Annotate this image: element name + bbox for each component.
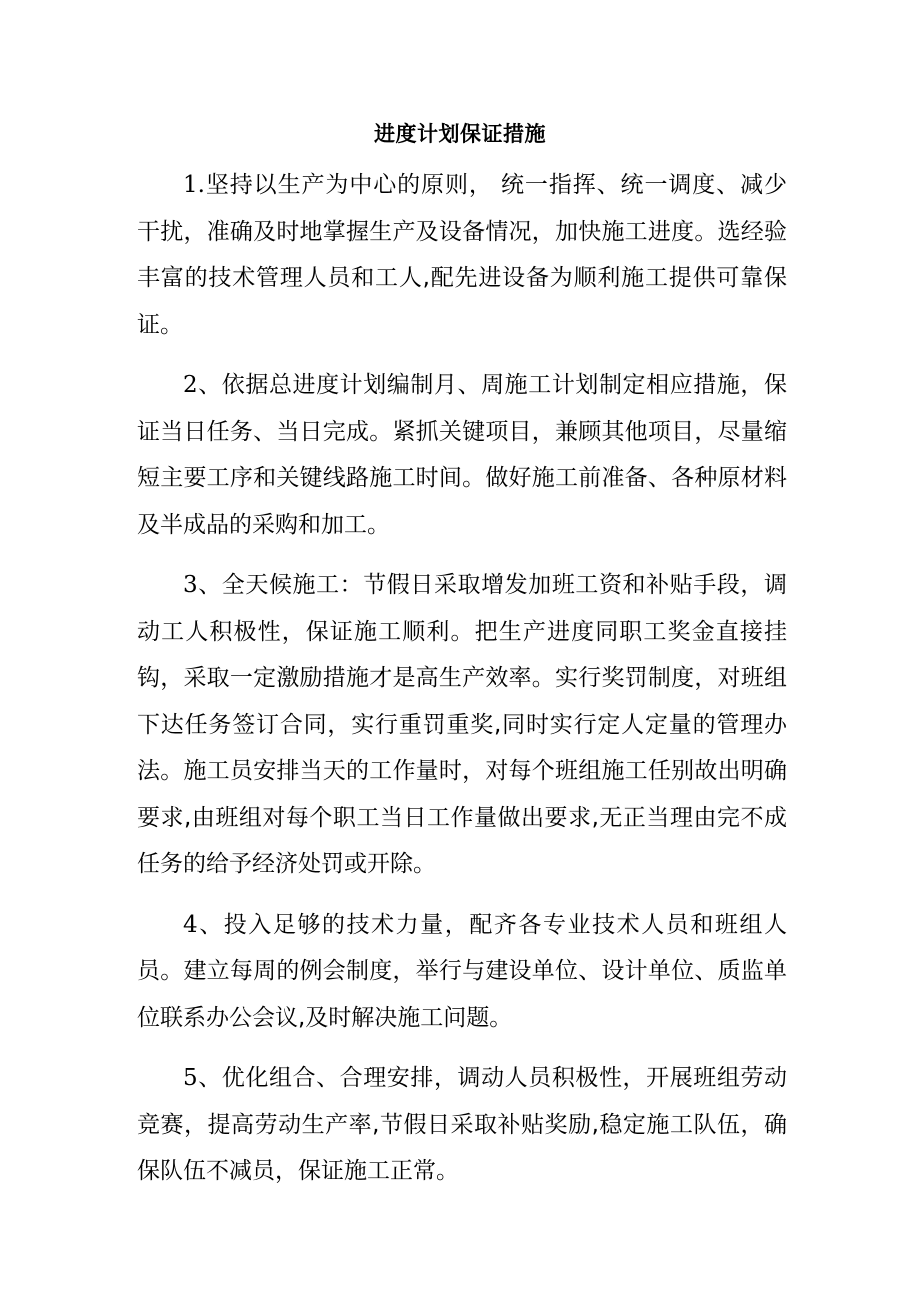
paragraph-text: 、优化组合、合理安排，调动人员积极性，开展班组劳动竞赛，提高劳动生产率,节假日采取补贴奖励,稳定施工队伍，确保队伍不减员，保证施工正常。 (137, 1065, 787, 1184)
paragraph-4 (137, 902, 787, 1042)
paragraph-2 (137, 362, 787, 548)
paragraph-number: 4 (183, 911, 198, 938)
paragraph-3 (137, 562, 787, 888)
paragraph-text: 、投入足够的技术力量，配齐各专业技术人员和班组人员。建立每周的例会制度，举行与建设单位、设计单位、质监单位联系办公会议,及时解决施工问题。 (137, 911, 787, 1031)
paragraph-number: 1. (183, 172, 205, 198)
document-body (137, 162, 787, 1209)
paragraph-number: 3 (183, 572, 198, 598)
paragraph-number: 2 (183, 372, 198, 398)
paragraph-1 (137, 162, 787, 348)
paragraph-number: 5 (183, 1065, 198, 1091)
document-title: 进度计划保证措施 (374, 122, 546, 146)
paragraph-text: 、全天候施工：节假日采取增发加班工资和补贴手段，调动工人积极性，保证施工顺利。把生产进度同职工奖金直接挂钩，采取一定激励措施才是高生产效率。实行奖罚制度，对班组下达任务签订合同，实行重罚重奖,同时实行定人定量的管理办法。施工员安排当天的工作量时，对每个班组施工任别故出明确要求,由班组对每个职工当日工作量做出要求,无正当理由完不成任务的给予经济处罚或开除。 (137, 572, 787, 877)
paragraph-5 (137, 1055, 787, 1195)
paragraph-text: 、依据总进度计划编制月、周施工计划制定相应措施，保证当日任务、当日完成。紧抓关键项目，兼顾其他项目，尽量缩短主要工序和关键线路施工时间。做好施工前准备、各种原材料及半成品的采购和加工。 (137, 372, 787, 538)
paragraph-text: 坚持以生产为中心的原则， 统一指挥、统一调度、减少干扰，准确及时地掌握生产及设备情况，加快施工进度。选经验丰富的技术管理人员和工人,配先进设备为顺利施工提供可靠保证。 (137, 172, 787, 338)
